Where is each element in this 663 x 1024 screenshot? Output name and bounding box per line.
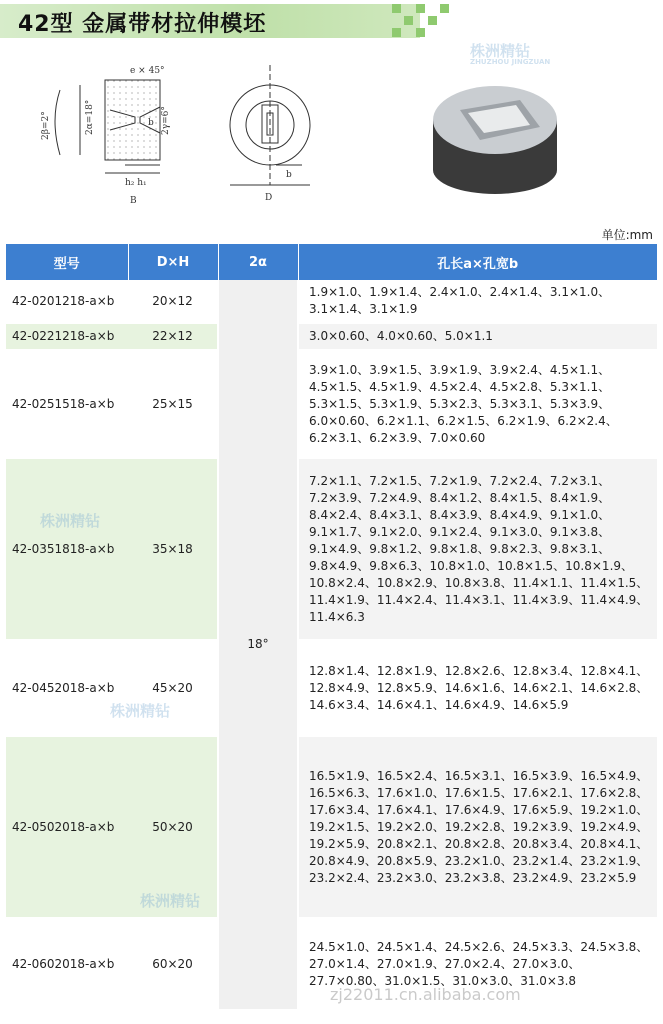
dh-cell: 22×12 <box>128 323 218 350</box>
table-row <box>6 350 657 458</box>
model-cell: 42-0452018-a×b <box>6 640 128 736</box>
dh-cell: 45×20 <box>128 640 218 736</box>
watermark-sub: ZHUZHOU JINGZUAN <box>470 58 551 66</box>
table-row <box>6 736 657 918</box>
watermark-brand: 株洲精钻 <box>470 42 531 60</box>
page-title: 42型 金属带材拉伸模坯 <box>18 12 267 37</box>
dh-cell: 50×20 <box>128 736 218 918</box>
title-banner <box>0 0 663 44</box>
b-label-front: b <box>286 170 292 180</box>
col-angle: 2α <box>218 244 298 280</box>
model-cell: 42-0221218-a×b <box>6 323 128 350</box>
table-row <box>6 458 657 640</box>
model-cell: 42-0502018-a×b <box>6 736 128 918</box>
watermark-brand: 株洲精钻 <box>40 512 101 530</box>
table-row <box>6 918 657 1010</box>
die-blank-diagram <box>40 55 640 215</box>
dh-cell: 25×15 <box>128 350 218 458</box>
model-cell: 42-0251518-a×b <box>6 350 128 458</box>
dh-cell: 20×12 <box>128 280 218 323</box>
alpha-label: 2α=18° <box>85 99 95 135</box>
angle-cell: 18° <box>218 280 298 1010</box>
gamma-label: 2γ=6° <box>161 106 171 135</box>
table-row <box>6 640 657 736</box>
col-dh: D×H <box>128 244 218 280</box>
model-cell: 42-0351818-a×b <box>6 458 128 640</box>
chamfer-label: e × 45° <box>130 66 165 76</box>
model-cell: 42-0602018-a×b <box>6 918 128 1010</box>
table-header <box>6 244 657 280</box>
sizes-cell: 24.5×1.0、24.5×1.4、24.5×2.6、24.5×3.3、24.5×3.8、27.0×1.4、27.0×1.9、27.0×2.4、27.0×3.0、27.7×0.80、31.0×1.5、31.0×3.0、31.0×3.8 <box>298 918 657 1010</box>
watermark-brand: 株洲精钻 <box>110 702 171 720</box>
spec-table <box>6 244 657 1011</box>
model-cell: 42-0201218-a×b <box>6 280 128 323</box>
decorative-squares <box>392 4 452 38</box>
sizes-cell: 16.5×1.9、16.5×2.4、16.5×3.1、16.5×3.9、16.5×4.9、16.5×6.3、17.6×1.0、17.6×1.5、17.6×2.1、17.6×2.8、17.6×3.4、17.6×4.1、17.6×4.9、17.6×5.9、19.2×1.0、19.2×1.5、19.2×2.0、19.2×2.8、19.2×3.9、19.2×4.9、19.2×5.9、20.8×2.1、20.8×2.8、20.8×3.4、20.8×4.1、20.8×4.9、20.8×5.9、23.2×1.0、23.2×1.4、23.2×1.9、23.2×2.4、23.2×3.0、23.2×3.8、23.2×4.9、23.2×5.9 <box>298 736 657 918</box>
sizes-cell: 7.2×1.1、7.2×1.5、7.2×1.9、7.2×2.4、7.2×3.1、7.2×3.9、7.2×4.9、8.4×1.2、8.4×1.5、8.4×1.9、8.4×2.4、8.4×3.1、8.4×3.9、8.4×4.9、9.1×1.0、9.1×1.7、9.1×2.0、9.1×2.4、9.1×3.0、9.1×3.8、9.1×4.9、9.8×1.2、9.8×1.8、9.8×2.3、9.8×3.1、9.8×4.9、9.8×6.3、10.8×1.0、10.8×1.5、10.8×1.9、10.8×2.4、10.8×2.9、10.8×3.8、11.4×1.1、11.4×1.5、11.4×1.9、11.4×2.4、11.4×3.1、11.4×3.9、11.4×4.9、11.4×6.3 <box>298 458 657 640</box>
b-label-side: b <box>148 118 154 128</box>
table-row <box>6 323 657 350</box>
unit-label: 单位:mm <box>601 228 653 242</box>
h2h1-label: h₂ h₁ <box>125 178 147 188</box>
dh-cell: 35×18 <box>128 458 218 640</box>
sizes-cell: 3.0×0.60、4.0×0.60、5.0×1.1 <box>298 323 657 350</box>
col-model: 型号 <box>6 244 128 280</box>
watermark-site: zj22011.cn.alibaba.com <box>330 985 521 1004</box>
table-row <box>6 280 657 323</box>
col-sizes: 孔长a×孔宽b <box>298 244 657 280</box>
sizes-cell: 1.9×1.0、1.9×1.4、2.4×1.0、2.4×1.4、3.1×1.0、3.1×1.4、3.1×1.9 <box>298 280 657 323</box>
D-label: D <box>265 193 273 203</box>
beta-label: 2β=2° <box>41 111 51 140</box>
watermark-brand: 株洲精钻 <box>140 892 201 910</box>
sizes-cell: 3.9×1.0、3.9×1.5、3.9×1.9、3.9×2.4、4.5×1.1、4.5×1.5、4.5×1.9、4.5×2.4、4.5×2.8、5.3×1.1、5.3×1.5、5.3×1.9、5.3×2.3、5.3×3.1、5.3×3.9、6.0×0.60、6.2×1.1、6.2×1.5、6.2×1.9、6.2×2.4、6.2×3.1、6.2×3.9、7.0×0.60 <box>298 350 657 458</box>
B-label: B <box>130 196 137 206</box>
sizes-cell: 12.8×1.4、12.8×1.9、12.8×2.6、12.8×3.4、12.8×4.1、12.8×4.9、12.8×5.9、14.6×1.6、14.6×2.1、14.6×2.8、14.6×3.4、14.6×4.1、14.6×4.9、14.6×5.9 <box>298 640 657 736</box>
die-blank-render <box>433 86 557 194</box>
dh-cell: 60×20 <box>128 918 218 1010</box>
